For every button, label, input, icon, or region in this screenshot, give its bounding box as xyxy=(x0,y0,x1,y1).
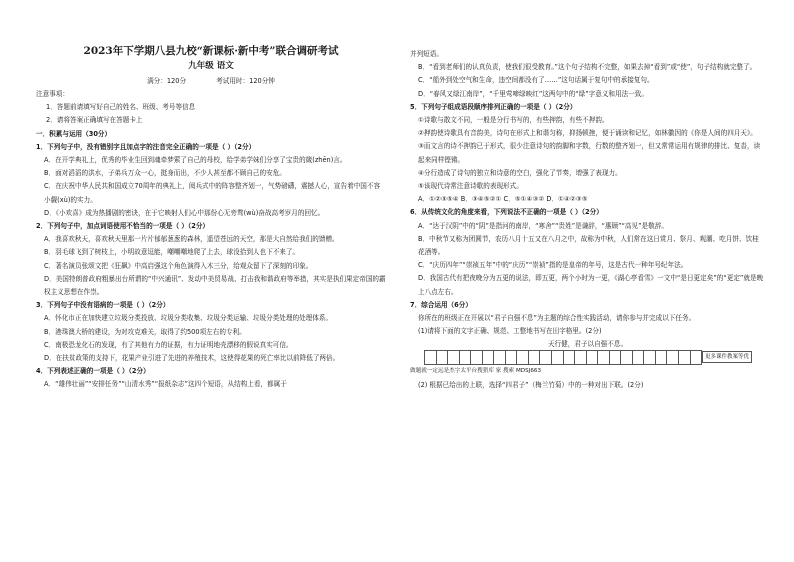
question-1: 1．下列句子中，没有错别字且加点字的注音完全正确的一项是（ ）（2分） xyxy=(36,142,256,151)
question-6: 6．从传统文化的角度来看，下列说法不正确的一项是（ ）（2分） xyxy=(410,208,603,217)
grid-text: 天行健，君子以自强不息。 xyxy=(547,340,628,349)
option: A．“达于汉阴”中的“阴”是指河的南岸，“寒舍”“贵姓”是谦辞，“惠顾”“高见”是敬辞。 xyxy=(418,221,668,230)
section-heading: 一．积累与运用（30分） xyxy=(36,129,112,138)
question-3: 3．下列句子中没有语病的一项是（ ）（2分） xyxy=(36,301,170,310)
sentence-item: ⑤该现代诗常注意诗歌的表现形式。 xyxy=(418,182,523,191)
option: B．面对滔滔的洪水，子弟兵万众一心，挺身而出，不少人甚至都不顾自己的安危。 xyxy=(44,169,286,178)
question-7-2: (2) 根据已给出的上联，选择“四君子”（梅兰竹菊）中的一种对出下联。(2分) xyxy=(418,380,644,389)
sentence-item: ②押韵使诗歌具有音韵美，诗句在形式上和谐匀称，抑扬顿挫，便于诵读和记忆，如林徽因的《你是人间的四月天》。 xyxy=(418,129,757,138)
question-7: 7．综合运用（6分） xyxy=(410,300,472,309)
option: C．南极恐龙化石的发现，有了其他有力的证据，有力证明地壳漂移的假说真实可信。 xyxy=(44,340,293,349)
question-4: 4．下列表述正确的一项是（ ）（2分） xyxy=(36,367,150,376)
exam-meta xyxy=(36,74,386,88)
sentence-item: ③而文言的诗不押韵已于形式，很少注意诗句的韵脚和字数，行数的整齐划一，但又常常运用有规律的排比、复沓，读起来同样铿锵。 xyxy=(418,142,761,164)
option: D．在扶贫政策的支持下，花果产业引进了先进的养殖技术，这使得花果的死亡率比以前降低了两倍。 xyxy=(44,354,340,363)
sentence-item: ④分行造成了诗句的独立和诗意的空白，强化了节奏，增强了表现力。 xyxy=(418,168,622,177)
option: A．在开学典礼上，优秀的毕业生回到魂牵梦萦了自己的母校，给学弟学妹们分享了宝贵的箴(zhēn)言。 xyxy=(44,156,347,165)
option: B．中秋节又称为团圆节，农历八月十五又在八月之中，故称为中秋，人们常在这日赏月、祭月、观潮、吃月饼、饮桂花酒等。 xyxy=(418,234,759,257)
notice-title: 注意事项： xyxy=(36,90,69,98)
option: D．美国特朗普政府粗暴出台所谓的“中兴通讯”、发动中美贸易战、打击我和谐政府等举措，其实是执们果定帝国的霸权主义思想在作祟。 xyxy=(44,274,386,297)
right-column xyxy=(410,0,765,562)
notice-item: 2．请将答案正确填写在答题卡上 xyxy=(46,116,143,125)
full-score: 满分：120分 xyxy=(147,77,187,85)
option: D．“春风又绿江南岸”，“千里莺啼绿映红”这两句中的“绿”字意义和用法一致。 xyxy=(418,89,648,98)
continued-line: 并列短语。 xyxy=(410,50,443,58)
option: C．在庆祝中华人民共和国成立70周年的典礼上，阅兵式中的阵容整齐划一，气势磅礴，震撼人心，宣告着中国不容小觑(xù)的实力。 xyxy=(44,182,381,204)
writing-grid[interactable] xyxy=(424,350,702,365)
exam-time: 考试用时：120分钟 xyxy=(216,77,275,85)
grade-subject: 九年级 语文 xyxy=(188,61,234,71)
footer-mark: 做题就一定远是杰字太平台搜猎库 家 搜索 MDSJ663 xyxy=(410,368,542,375)
sentence-item: ①诗歌与散文不同，一般是分行书写的，有些押韵，有些不押韵。 xyxy=(418,116,609,125)
option: C．“船外到处空气和生命，违空间都没有了……”这句话属于复句中的承接复句。 xyxy=(418,76,654,85)
question-5: 5．下列句子组成语段顺序排列正确的一项是（ ）（2分） xyxy=(410,102,577,111)
question-7-1: (1)请将下面的文字正确、规范、工整地书写在田字格里。(2分) xyxy=(418,327,602,336)
option: B．港珠澳大桥的建设，为对攻克难关，取得了约500项左右的专利。 xyxy=(44,327,246,336)
option: C．“庆历四年”“崇祯五年”中的“庆历”“崇祯”指的是皇帝的年号，这是古代一种年号纪年法。 xyxy=(418,261,688,270)
option: A．怀化市正在加快建立垃圾分类投放、垃圾分类收集、垃圾分类运输、垃圾分类处理的处理体系。 xyxy=(44,314,333,323)
option: B．“看到老师们的认真负责，使我们很受教育。”这个句子结构不完整，如果去掉“看到”或“使”，句子结构就完整了。 xyxy=(418,63,757,72)
option: B．羽毛球飞到了树枝上，小明故意逗能，嘲嘲嘲地爬了上去，球没拾到人也下不来了。 xyxy=(44,248,300,257)
option: D．《小欢喜》成为热播剧的密诀，在于它映射人们心中那份心无旁骛(wù)奋战高考岁月的回忆。 xyxy=(44,208,325,217)
left-column xyxy=(36,0,386,562)
option: D．我国古代有把夜晚分为五更的说法，即五更，两个小时为一更，《湖心亭看雪》一文中“是日更定矣”的“更定”就是晚上八点左右。 xyxy=(418,274,764,296)
option-row: A．①②③⑤④ B．③④⑤②① C．⑤①④③② D．①④②③⑤ xyxy=(418,195,588,204)
notice-item: 1．答题前请填写好自己的姓名、班级、考号等信息 xyxy=(46,103,196,112)
question-2: 2．下列句子中，加点词语使用不恰当的一项是（ ）（2分） xyxy=(36,222,210,231)
option: C．著名演员张颂文把《狂飙》中高启强这个角色演得入木三分，给观众留下了深刻的印象。 xyxy=(44,261,313,270)
exam-title: 2023年下学期八县九校“新课标·新中考”联合调研考试 xyxy=(83,45,339,57)
ad-banner[interactable]: 更多课件教案等优 xyxy=(702,351,752,363)
option: A．我喜欢秋天，喜欢秋天里那一片片郁郁葱葱的森林，遥望苍远的天空，那是大自然给我们的馈赠。 xyxy=(44,235,339,244)
option: A．“雄伟壮丽”“安排任务”“山清水秀”“报纸杂志”这四个短语，从结构上看，都属于 xyxy=(44,380,287,389)
writing-grid-wrap xyxy=(410,350,765,365)
question-7-text: 你所在的班级正在开展以“君子自强不息”为主题的综合性实践活动，请你参与并完成以下任务。 xyxy=(418,314,696,323)
